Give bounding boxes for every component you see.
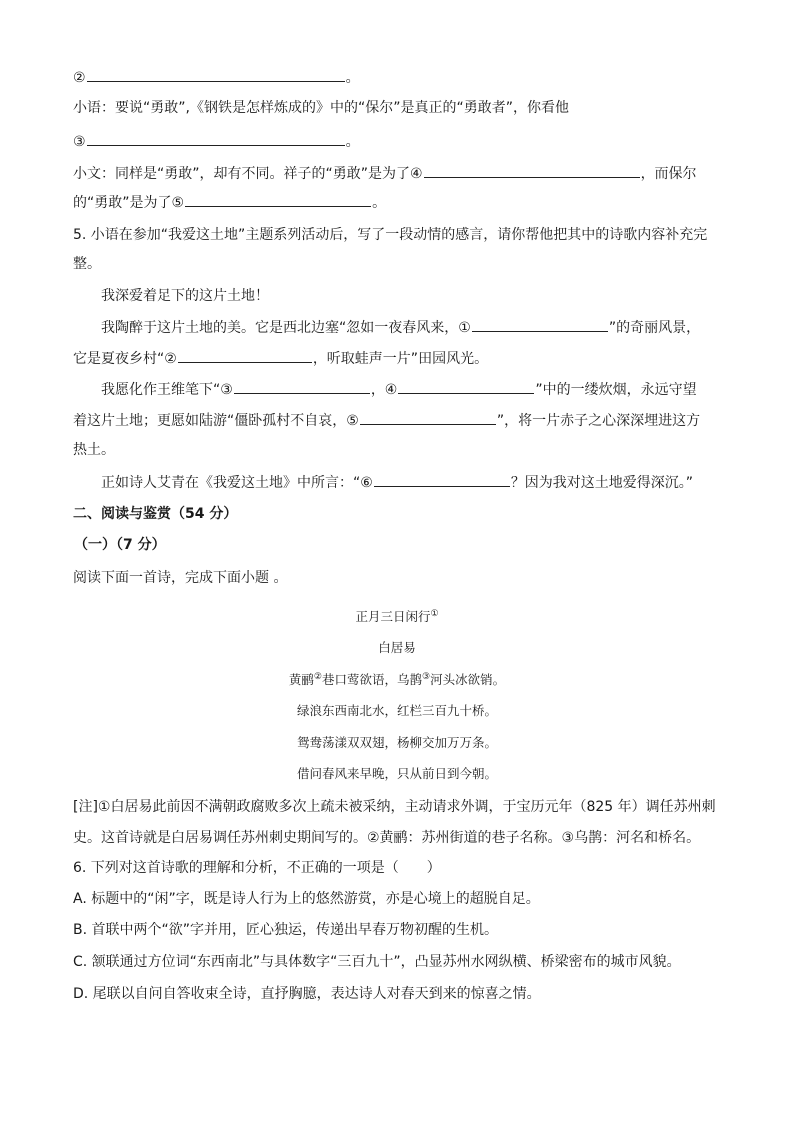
q5-p3-text-c: ”中的一缕炊烟，永远守望	[535, 382, 697, 398]
poem-note-marker-2: ②	[313, 671, 322, 682]
q4-blank-2-prefix: ②	[73, 70, 86, 86]
q5-stem-line-1: 5. 小语在参加“我爱这土地”主题系列活动后，写了一段动情的感言，请你帮他把其中的诗歌内容补充完	[73, 227, 708, 243]
q4-xiaowen-text-d: 。	[372, 195, 387, 211]
q5-paragraph-2-line-2	[73, 347, 754, 369]
poem-title-text: 正月三日闲行	[355, 609, 431, 624]
reading-instruction: 阅读下面一首诗，完成下面小题 。	[73, 570, 288, 586]
q5-paragraph-2-line-1	[101, 316, 754, 338]
q5-p2-text-d: ，听取蛙声一片”田园风光。	[312, 351, 489, 367]
poem-notes-line-1: [注]①白居易此前因不满朝政腐败多次上疏未被采纳，主动请求外调，于宝历元年（825 年）调任苏州刺	[73, 799, 716, 815]
poem-line-1-c: 河头冰欲销。	[430, 672, 506, 687]
answer-blank-q5-1[interactable]	[472, 316, 608, 332]
section-2-title: 二、阅读与鉴赏（54 分）	[73, 506, 238, 522]
q5-paragraph-4	[101, 471, 754, 493]
q5-p2-text-c: 它是夏夜乡村“②	[73, 351, 177, 367]
q5-p3-text-b: ，④	[370, 382, 398, 398]
q5-p3-text-e: ”，将一片赤子之心深深埋进这方	[496, 413, 701, 429]
q5-paragraph-3-line-1	[101, 378, 754, 400]
q4-blank-3-prefix: ③	[73, 134, 86, 150]
poem-author: 白居易	[378, 640, 416, 655]
poem-line-1	[0, 671, 794, 689]
poem-line-1-b: 巷口莺欲语，乌鹊	[321, 672, 422, 687]
q4-blank-2-suffix: 。	[345, 70, 360, 86]
poem-notes-line-2: 史。这首诗就是白居易调任苏州刺史期间写的。②黄鹂：苏州街道的巷子名称。③乌鹊：河名和桥名。	[73, 830, 701, 846]
poem-line-2: 绿浪东西南北水，红栏三百九十桥。	[296, 703, 497, 718]
q4-blank-2-line	[73, 66, 754, 88]
poem-title	[0, 608, 794, 626]
answer-blank-3[interactable]	[87, 130, 345, 146]
answer-blank-q5-6[interactable]	[374, 471, 510, 487]
answer-blank-2[interactable]	[87, 66, 345, 82]
answer-blank-q5-3[interactable]	[234, 378, 370, 394]
q5-p3-text-d: 着这片土地；更愿如陆游“僵卧孤村不自哀，⑤	[73, 413, 359, 429]
q5-paragraph-3-line-3: 热土。	[73, 442, 115, 458]
poem-line-1-a: 黄鹂	[288, 672, 314, 687]
q4-blank-3-line	[73, 130, 754, 152]
answer-blank-5[interactable]	[185, 191, 371, 207]
q4-xiaoyu-line: 小语：要说“勇敢”,《钢铁是怎样炼成的》中的“保尔”是真正的“勇敢者”，你看他	[73, 100, 569, 116]
q5-p4-text-a: 正如诗人艾青在《我爱这土地》中所言：“⑥	[101, 475, 373, 491]
poem-note-marker-3: ③	[422, 671, 431, 682]
q4-xiaowen-text-c: 的“勇敢”是为了⑤	[73, 195, 185, 211]
q4-xiaowen-text-b: ，而保尔	[640, 166, 697, 182]
q5-stem-line-2: 整。	[73, 256, 101, 272]
q5-paragraph-3-line-2	[73, 409, 754, 431]
answer-blank-q5-2[interactable]	[178, 347, 312, 363]
q6-stem: 6. 下列对这首诗歌的理解和分析，不正确的一项是（ ）	[73, 860, 441, 876]
answer-blank-4[interactable]	[424, 162, 640, 178]
answer-blank-q5-4[interactable]	[398, 378, 534, 394]
poem-title-note-marker: ①	[430, 608, 439, 619]
q5-p4-text-b: ？因为我对这土地爱得深沉。”	[510, 475, 694, 491]
section-2-part-1-title: （一）（7 分）	[74, 537, 166, 553]
q4-xiaowen-line-1	[73, 162, 754, 184]
q4-blank-3-suffix: 。	[345, 134, 360, 150]
q5-p3-text-a: 我愿化作王维笔下“③	[101, 382, 233, 398]
q6-option-a[interactable]: A. 标题中的“闲”字，既是诗人行为上的悠然游赏，亦是心境上的超脱自足。	[73, 891, 540, 907]
q4-xiaowen-line-2	[73, 191, 754, 213]
q6-option-d[interactable]: D. 尾联以自问自答收束全诗，直抒胸臆，表达诗人对春天到来的惊喜之情。	[73, 986, 541, 1002]
q6-option-b[interactable]: B. 首联中两个“欲”字并用，匠心独运，传递出早春万物初醒的生机。	[73, 922, 499, 938]
q5-p2-text-b: ”的奇丽风景，	[608, 320, 701, 336]
poem-line-4: 借问春风来早晚，只从前日到今朝。	[296, 766, 497, 781]
poem-line-3: 鸳鸯荡漾双双翅，杨柳交加万万条。	[296, 735, 497, 750]
q5-p2-text-a: 我陶醉于这片土地的美。它是西北边塞“忽如一夜春风来，①	[101, 320, 471, 336]
q5-paragraph-1: 我深爱着足下的这片土地！	[101, 288, 269, 304]
q6-option-c[interactable]: C. 颔联通过方位词“东西南北”与具体数字“三百九十”，凸显苏州水网纵横、桥梁密布的城市风貌。	[73, 954, 681, 970]
answer-blank-q5-5[interactable]	[360, 409, 496, 425]
q4-xiaowen-text-a: 小文：同样是“勇敢”，却有不同。祥子的“勇敢”是为了④	[73, 166, 423, 182]
